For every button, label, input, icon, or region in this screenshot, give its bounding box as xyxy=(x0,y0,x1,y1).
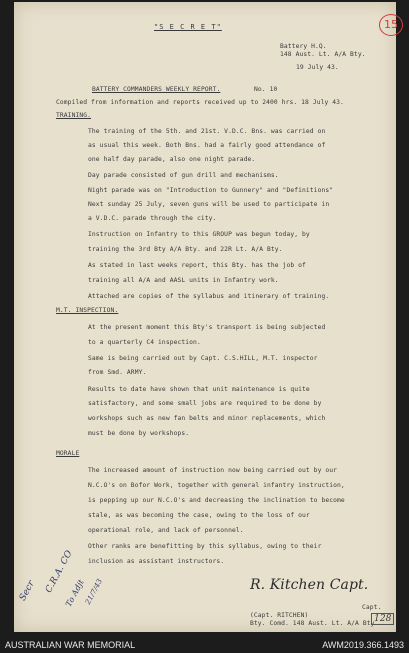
mt-line: At the present moment this Bty's transport is being subjected xyxy=(88,324,326,331)
section-heading-morale: MORALE xyxy=(56,450,80,457)
morale-line: operational role, and lack of personnel. xyxy=(88,527,244,534)
mt-line: workshops such as new fan belts and minor replacements, which xyxy=(88,415,326,422)
document-sheet xyxy=(14,2,396,632)
section-heading-training: TRAINING. xyxy=(56,112,92,119)
mt-line: satisfactory, and some small jobs are required to be done by xyxy=(88,400,322,407)
compiled-line: Compiled from information and reports received up to 2400 hrs. 18 July 43. xyxy=(56,99,344,106)
mt-line: to a quarterly C4 inspection. xyxy=(88,339,201,346)
morale-line: The increased amount of instruction now being carried out by our xyxy=(88,467,338,474)
mt-line: Same is being carried out by Capt. C.S.HILL, M.T. inspector xyxy=(88,355,318,362)
signature: R. Kitchen Capt. xyxy=(250,577,369,593)
training-line: Instruction on Infantry to this GROUP was begun today, by xyxy=(88,231,310,238)
training-line: as usual this week. Both Bns. had a fairly good attendance of xyxy=(88,142,326,149)
footer-right: AWM2019.366.1493 xyxy=(322,640,404,650)
training-line: one half day parade, also one night parade. xyxy=(88,156,256,163)
footer-left: AUSTRALIAN WAR MEMORIAL xyxy=(5,640,136,650)
morale-line: N.C.O's on Bofor Work, together with general infantry instruction, xyxy=(88,482,345,489)
handwritten-note: To Adjt xyxy=(64,578,86,609)
mt-line: Results to date have shown that unit maintenance is quite xyxy=(88,386,310,393)
training-line: Attached are copies of the syllabus and itinerary of training. xyxy=(88,293,330,300)
archive-footer xyxy=(0,638,409,653)
handwritten-note: Secr xyxy=(18,579,37,603)
signature-unit: Bty. Comd. 148 Aust. Lt. A/A Bty. xyxy=(250,620,379,627)
training-line: training all A/A and AASL units in Infantry work. xyxy=(88,277,279,284)
unit-line-2: 148 Aust. Lt. A/A Bty. xyxy=(280,51,366,58)
training-line: a V.D.C. parade through the city. xyxy=(88,215,217,222)
handwritten-note: C.R.A. CO xyxy=(44,548,75,595)
mt-line: must be done by workshops. xyxy=(88,430,190,437)
signature-rank: Capt. xyxy=(362,604,382,611)
training-line: Day parade consisted of gun drill and mechanisms. xyxy=(88,172,279,179)
morale-line: inclusion as assistant instructors. xyxy=(88,558,225,565)
training-line: As stated in last weeks report, this Bty. has the job of xyxy=(88,262,306,269)
mt-line: from Smd. ARMY. xyxy=(88,369,147,376)
morale-line: stale, as was becoming the case, owing to the loss of our xyxy=(88,512,310,519)
stamp-number: 128 xyxy=(371,613,394,625)
morale-line: is pepping up our N.C.O's and decreasing the inclination to become xyxy=(88,497,345,504)
section-heading-mt-inspection: M.T. INSPECTION. xyxy=(56,307,119,314)
signature-name: (Capt. RITCHEN) xyxy=(250,612,309,619)
handwritten-note: 21/7/43 xyxy=(84,577,105,606)
training-line: Night parade was on "Introduction to Gunnery" and "Definitions" xyxy=(88,187,334,194)
training-line: The training of the 5th. and 21st. V.D.C. Bns. was carried on xyxy=(88,128,326,135)
unit-line-1: Battery H.Q. xyxy=(280,43,327,50)
training-line: training the 3rd Bty A/A Bty. and 22R Lt. A/A Bty. xyxy=(88,246,283,253)
classification-heading: "S E C R E T" xyxy=(154,23,222,31)
morale-line: Other ranks are benefitting by this syllabus, owing to their xyxy=(88,543,322,550)
report-number: No. 10 xyxy=(254,86,278,93)
page-number-circle: 15 xyxy=(379,14,403,36)
report-title: BATTERY COMMANDERS WEEKLY REPORT. xyxy=(92,86,221,93)
training-line: Next sunday 25 July, seven guns will be used to participate in xyxy=(88,201,330,208)
report-date: 19 July 43. xyxy=(296,64,339,71)
